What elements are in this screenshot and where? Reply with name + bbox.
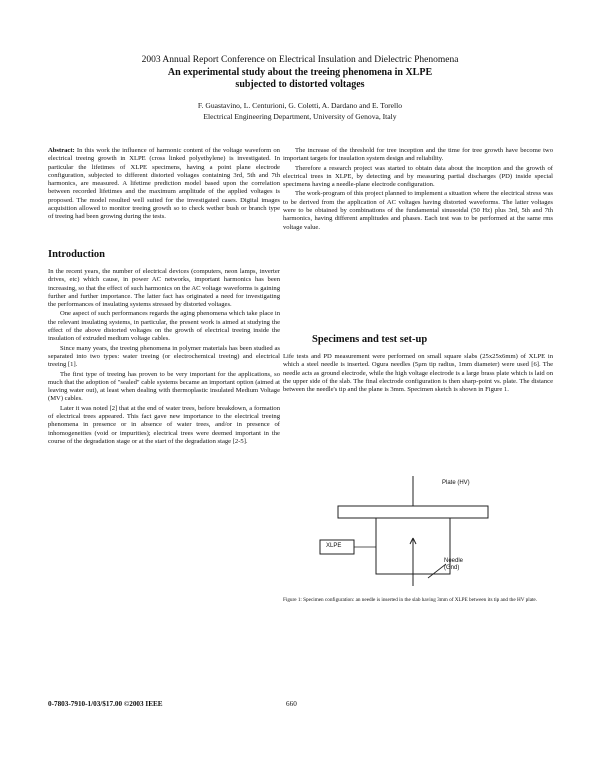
abstract-text: In this work the influence of harmonic content of the voltage waveform on electrical treeing growth in XLPE (cross linked polyethylene) is investigated. In particular the lifetimes of XLPE specimens, having a point plane electrode configuration, subjected to different distorted voltages containing 3rd, 5th and 7th harmonics, are measured. A lifetime prediction model based upon the correlation between recorded lifetimes and the maximum amplitude of the applied voltages is proposed. The model resulted well suited for the investigated cases. Digital images acquisition allowed to monitor treeing growth so to check wether bush or branch type of treeing had been growing during the tests. [48, 147, 280, 221]
paper-title-line-2: subjected to distorted voltages [235, 79, 365, 90]
intro-paragraph-5: Later it was noted [2] that at the end of water trees, before breakdown, a formation of electrical trees appeared. This fact gave new importance to the electrical treeing phenomena in presence or in absence of water trees, and/or in presence of inhomogeneities (void or impurities); electrical trees were deemed important in the course of the degradation stage or at the start of the degradation stage [2-5]. [48, 404, 280, 445]
right-paragraph-3: The work-program of this project planned to implement a situation where the electrical stress was to be derived from the application of AC voltages having distorted waveforms. The latter voltages were to be obtained by combinations of the fundamental sinusoidal (50 Hz) plus 3rd, 5th and 7th harmonics, having different amplitudes and phases. Each test was to be performed at the same rms voltage value. [283, 190, 553, 231]
isbn-copyright: 0-7803-7910-1/03/$17.00 ©2003 IEEE [48, 700, 163, 708]
intro-paragraph-1: In the recent years, the number of electrical devices (computers, neon lamps, inverter drives, etc) which cause, in power AC networks, important harmonics has been increasing, so that the effect of such harmonics on the AC voltage waveforms is gaining further and further importance. The latter fact has originated a need for investigating the performances of insulating systems stressed by distorted voltages. [48, 268, 280, 309]
right-paragraph-1: The increase of the threshold for tree inception and the time for tree growth have become two important targets for insulation system design and reliability. [283, 147, 553, 163]
right-column-intro [283, 147, 553, 233]
specimens-heading: Specimens and test set-up [312, 334, 428, 345]
right-paragraph-2: Therefore a research project was started to obtain data about the inception and the growth of electrical trees in XLPE, by detecting and by measuring partial discharges (PD) inside special specimens having a needle-plane electrode configuration. [283, 164, 553, 189]
page-number: 660 [286, 700, 297, 708]
xlpe-label: XLPE [326, 543, 342, 549]
paper-title-line-1: An experimental study about the treeing phenomena in XLPE [167, 67, 433, 78]
abstract [48, 147, 280, 223]
needle-gnd-label: Needle (Gnd) [444, 558, 464, 571]
intro-paragraph-3: Since many years, the treeing phenomena in polymer materials has been studied as separated into two types: water treeing (or electrochemical treeing) and electrical treeing [1]. [48, 344, 280, 369]
abstract-label: Abstract: [48, 147, 75, 154]
authors: F. Guastavino, L. Centurioni, G. Coletti, A. Dardano and E. Torello [197, 101, 403, 110]
hv-plate [338, 506, 488, 518]
figure-1-specimen-sketch [318, 476, 538, 586]
introduction-heading: Introduction [48, 249, 105, 260]
specimens-paragraph: Life tests and PD measurement were performed on small square slabs (25x25x6mm) of XLPE in which a steel needle is inserted. Ogura needles (5μm tip radius, 1mm diameter) were used [6]. The needle acts as ground electrode, while the high voltage electrode is a large brass plate which is laid on the upper side of the slab. The final electrode configuration is then sharp-point vs. plate. The distance between the needle's tip and the plane is 3mm. Specimen sketch is shown in Figure 1. [283, 353, 553, 394]
figure-1-caption: Figure 1: Specimen configuration: an needle is inserted in the slab having 3mm of XLPE between its tip and the HV plate. [283, 597, 538, 603]
intro-paragraph-2: One aspect of such performances regards the aging phenomena which take place in the relevant insulating systems, in particular, the present work is aimed at studying the effect of the above distorted voltages on the growth of electrical treeing inside the insulation of extruded medium voltage cables. [48, 310, 280, 343]
paper-title [60, 67, 540, 91]
conference-header: 2003 Annual Report Conference on Electrical Insulation and Dielectric Phenomena [141, 55, 459, 65]
specimens-body [283, 353, 553, 395]
affiliation: Electrical Engineering Department, University of Genova, Italy [203, 112, 397, 121]
plate-hv-label: Plate (HV) [442, 480, 470, 486]
intro-paragraph-4: The first type of treeing has proven to be very important for the applications, so much that the adoption of "sealed" cable systems became an important option (aimed at leaving water out), at least when dealing with thermoplastic insulated Medium Voltage (MV) cables. [48, 370, 280, 403]
introduction-body [48, 268, 280, 447]
